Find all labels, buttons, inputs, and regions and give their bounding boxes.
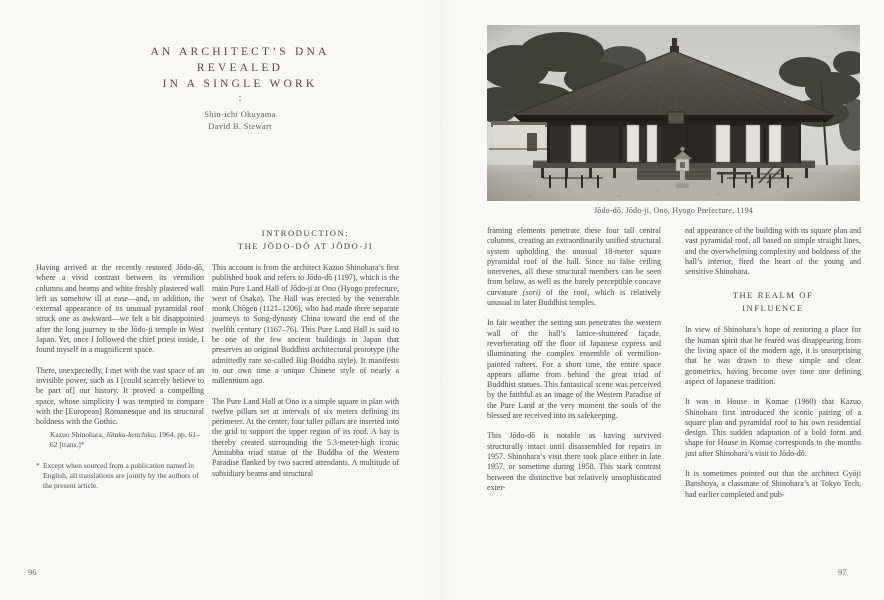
author-name-2: David B. Stewart (208, 120, 272, 131)
footnote-text: Except when sourced from a publication named in English, all translations are jointly by the authors of the present article. (43, 461, 199, 491)
body-paragraph: The Pure Land Hall at Ono is a simple square in plan with twelve pillars set at intervals of six meters defining its perimeter. At the center, four taller pillars are inserted into the grid to support the upper region of its roof. A bay is thereby created surrounding the 5.3-meter-high iconic Amitabha triad statue of the Buddha of the Western Paradise flanked by two sacred attendants. A multitude of subsidiary beams and structural (212, 396, 399, 478)
citation-author: Kazuo Shinohara, (50, 430, 106, 440)
page-number-left: 96 (28, 567, 37, 577)
gutter-shadow-right (442, 0, 468, 600)
temple-photo-illustration (487, 25, 860, 201)
italic-term-sori: (sori) (522, 287, 541, 297)
paragraph-text: framing elements penetrate these four tall central columns, creating an extraordinarily unified structural system upholding the unusual 18-meter square pyramidal roof of the hall. Since no false ceiling intervenes, all these structural members can be seen from below, as well as the barely perceptible concave curvature (487, 226, 661, 297)
body-paragraph: It was in House in Komae (1960) that Kazuo Shinohara first introduced the iconic pairing of a square plan and pyramidal roof to his own residential design. This sudden adaptation of a bold form and shape for House in Komae corresponds to the months just after Shinohara’s visit to Jōdo-dō. (685, 397, 861, 458)
realm-heading-line-1: THE REALM OF (732, 290, 814, 301)
realm-heading-line-2: INFLUENCE (742, 302, 804, 313)
footnote (36, 461, 204, 491)
citation-details: , 1964, pp. 61–62 [trans.]* (50, 430, 200, 450)
body-paragraph: This account is from the architect Kazuo Shinohara’s first published book and refers to Jōdo-dō (1197), which is the main Pure Land Hall of Jōdo-ji at Ono (Hyogo prefecture, west of Osaka). The Hall was erected by the venerable monk Chōgen (1121–1206), who had made three separate journeys to Song-dynasty China toward the end of the twelfth century (1167–76). This Pure Land Hall is said to be one of the few ancient buildings in Japan that preserves an original Buddhist architectural prototype (the admittedly rare so-called Big Buddha style). It manifests in our own time a unique Chinese style of nearly a millennium ago. (212, 263, 399, 386)
body-paragraph: There, unexpectedly, I met with the vast space of an invisible power, such as I [could scarcely believe to be part of] our history. It proved a compelling space, whose simplicity I was tempted to compare with the [European] Romanesque and its structural boldness with the Gothic. (36, 365, 204, 427)
body-paragraph: It is sometimes pointed out that the architect Gyōji Banshoya, a classmate of Shinohara’s at Tokyo Tech, had earlier completed and pub- (685, 469, 861, 499)
temple-photo (487, 25, 860, 201)
citation-work-title: Jūtaku-kenchiku (105, 430, 155, 440)
body-paragraph: In view of Shinohara’s hope of restoring a place for the human spirit that he feared was disappearing from the living space of the modern age, it is unsurprising that he was drawn to these simple and clear geometrics, having become over time one defining aspect of Japanese tradition. (685, 325, 861, 386)
paragraph-text: of the roof, which is relatively unusual in later Buddhist temples. (487, 287, 661, 308)
body-paragraph (487, 226, 661, 308)
photo-caption: Jōdo-dō, Jōdo-ji, Ono, Hyogo Prefecture, 1194 (593, 206, 754, 215)
footnote-marker: * (36, 461, 40, 471)
left-page-column-1 (36, 263, 204, 491)
intro-heading-line-2: THE JŌDO-DŌ AT JŌDO-JI (237, 240, 374, 251)
title-line-1: AN ARCHITECT’S DNA (150, 46, 330, 58)
intro-section-heading (212, 227, 399, 252)
page-gutter-line (441, 0, 442, 600)
author-name-1: Shin-ichi Okuyama (204, 109, 276, 119)
left-page-column-2 (212, 227, 399, 479)
title-colon: : (238, 92, 242, 104)
right-page-column-2 (685, 226, 861, 500)
source-citation (36, 430, 204, 450)
photo-vignette (487, 25, 860, 201)
title-line-3: IN A SINGLE WORK (162, 78, 318, 90)
article-title-block (40, 44, 440, 132)
title-line-2: REVEALED (196, 62, 284, 74)
body-paragraph: nal appearance of the building with its square plan and vast pyramidal roof, all based on simple straight lines, and the overwhelming complexity and boldness of the hall’s interior, fired the heart of the young and sensitive Shinohara. (685, 226, 861, 277)
intro-heading-line-1: INTRODUCTION: (261, 228, 350, 238)
right-page-column-1 (487, 226, 661, 493)
realm-section-heading (685, 289, 861, 314)
body-paragraph: In fair weather the setting sun penetrates the western wall of the hall’s lattice-shuttered façade, reverberating off the floor of Japanese cypress and illuminating the complex ensemble of vermilion-painted rafters. For a short time, the entire space appears aflame from behind the great triad of Buddhist statues. This fantastical scene was perceived by the faithful as an image of the Western Paradise of the Pure Land at the very moment the souls of the blessed are received into its safekeeping. (487, 318, 661, 421)
page-number-right: 97 (838, 567, 847, 577)
body-paragraph: This Jōdo-dō is notable as having survived structurally intact until disassembled for repairs in 1957. Shinohara’s visit there took place either in late 1957, or sometime during 1958. This stark contrast between the distinctive but relatively unsophisticated exter- (487, 431, 661, 492)
body-paragraph: Having arrived at the recently restored Jōdo-dō, where a vivid contrast between its vermilion columns and beams and white freshly plastered wall left us somehow ill at ease—and, in addition, the external appearance of its unusual pyramidal roof struck one as awkward—we felt a bit disappointed after the long journey to the Jōdo-ji temple in West Japan. Yet, once I followed the chief priest inside, I found myself in a magnificent space. (36, 263, 204, 355)
